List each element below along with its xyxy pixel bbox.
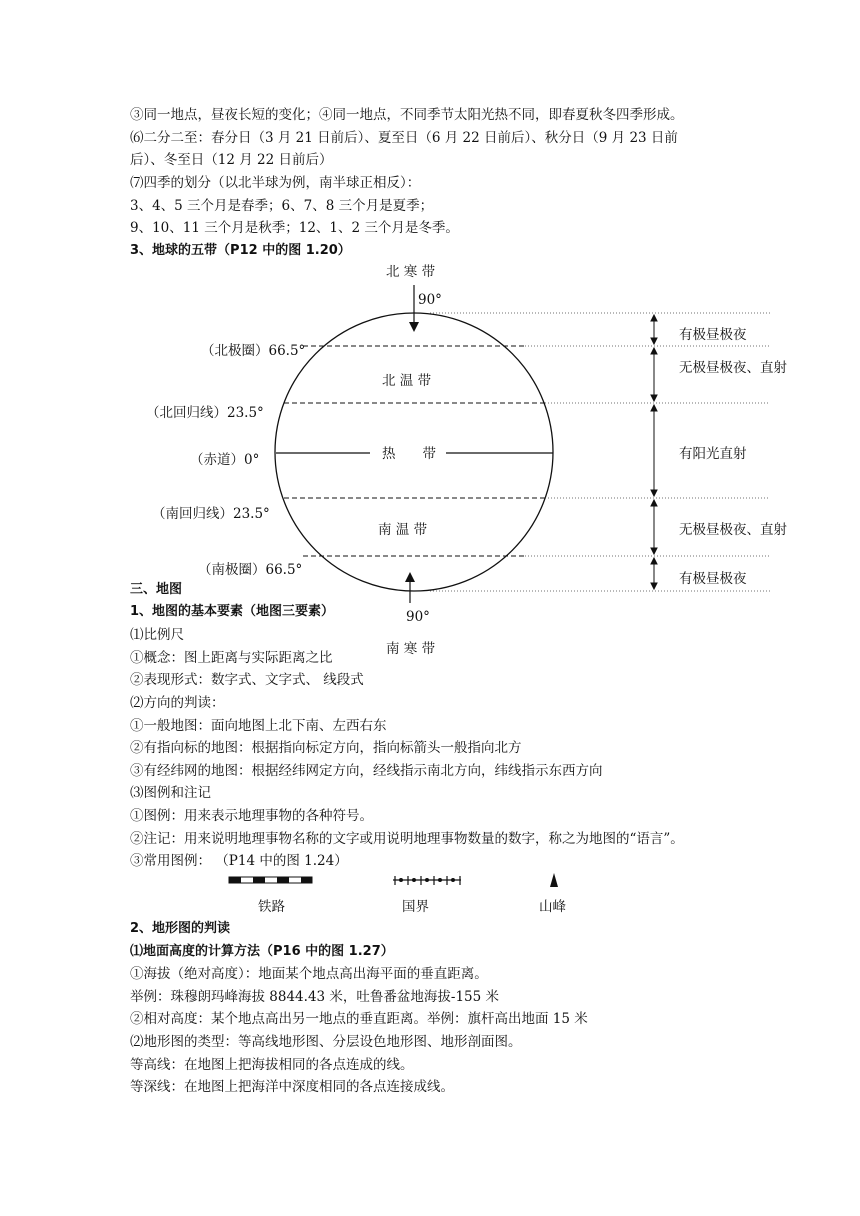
text-line: ①海拔（绝对高度）：地面某个地点高出海平面的垂直距离。 bbox=[130, 966, 488, 982]
text-line: ③常用图例： （P14 中的图 1.24） bbox=[130, 853, 348, 869]
right-label-no-polar-north: 无极昼极夜、直射 bbox=[679, 360, 787, 376]
text-line: 等高线：在地图上把海拔相同的各点连成的线。 bbox=[130, 1057, 414, 1073]
legend-label-railway: 铁路 bbox=[258, 899, 285, 915]
right-label-polar-day-night-south: 有极昼极夜 bbox=[679, 571, 747, 587]
legend-label-border: 国界 bbox=[402, 899, 429, 915]
lat-label-arctic: （北极圈）66.5° bbox=[201, 343, 306, 359]
north-pole-degree: 90° bbox=[418, 292, 442, 308]
text-line: ⑵方向的判读： bbox=[130, 695, 225, 711]
text-line: ⑹二分二至：春分日（3 月 21 日前后）、夏至日（6 月 22 日前后）、秋分日（9 月 23 日前 bbox=[130, 130, 678, 146]
section-heading: 2、地形图的判读 bbox=[130, 921, 231, 936]
legend-label-peak: 山峰 bbox=[539, 899, 566, 915]
text-line: 3、4、5 三个月是春季；6、7、8 三个月是夏季； bbox=[130, 198, 434, 214]
section-heading: 1、地图的基本要素（地图三要素） bbox=[130, 604, 335, 619]
right-label-direct-sun: 有阳光直射 bbox=[679, 446, 747, 462]
text-line: ②相对高度：某个地点高出另一地点的垂直距离。举例：旗杆高出地面 15 米 bbox=[130, 1011, 588, 1027]
right-label-polar-day-night-north: 有极昼极夜 bbox=[679, 327, 747, 343]
lat-label-antarctic: （南极圈）66.5° bbox=[198, 562, 303, 578]
text-line: ①一般地图：面向地图上北下南、左西右东 bbox=[130, 718, 387, 734]
text-line: ①图例：用来表示地理事物的各种符号。 bbox=[130, 808, 373, 824]
text-line: ②注记：用来说明地理事物名称的文字或用说明地理事物数量的数字，称之为地图的“语言”。 bbox=[130, 831, 684, 847]
text-line: 后）、冬至日（12 月 22 日前后） bbox=[130, 152, 333, 168]
text-line: 等深线：在地图上把海洋中深度相同的各点连接成线。 bbox=[130, 1079, 454, 1095]
north-temperate-zone-label: 北 温 带 bbox=[382, 373, 432, 389]
lat-label-tropic-north: （北回归线）23.5° bbox=[146, 405, 264, 421]
south-pole-degree: 90° bbox=[406, 609, 430, 625]
text-line: ⑺四季的划分（以北半球为例，南半球正相反）： bbox=[130, 175, 421, 191]
text-line: ⑵地形图的类型：等高线地形图、分层设色地形图、地形剖面图。 bbox=[130, 1034, 522, 1050]
lat-label-equator: （赤道）0° bbox=[190, 452, 260, 468]
text-line: 举例：珠穆朗玛峰海拔 8844.43 米，吐鲁番盆地海拔-155 米 bbox=[130, 989, 500, 1005]
range-arrows bbox=[651, 315, 657, 589]
south-temperate-zone-label: 南 温 带 bbox=[378, 522, 428, 538]
right-label-no-polar-south: 无极昼极夜、直射 bbox=[679, 522, 787, 538]
text-line: ③同一地点，昼夜长短的变化；④同一地点，不同季节太阳光热不同，即春夏秋冬四季形成。 bbox=[130, 107, 684, 123]
north-arrow-head bbox=[409, 322, 419, 332]
subsection-heading: ⑴地面高度的计算方法（P16 中的图 1.27） bbox=[130, 944, 394, 959]
section-title: 三、地图 bbox=[130, 582, 183, 597]
text-line: ⑴比例尺 bbox=[130, 627, 184, 643]
tropical-zone-label: 热 带 bbox=[382, 446, 436, 462]
text-line: ②有指向标的地图：根据指向标定方向，指向标箭头一般指向北方 bbox=[130, 740, 522, 756]
text-line: ⑶图例和注记 bbox=[130, 785, 211, 801]
south-arrow-head bbox=[405, 572, 415, 582]
text-line: ①概念：图上距离与实际距离之比 bbox=[130, 650, 333, 666]
text-line: 9、10、11 三个月是秋季；12、1、2 三个月是冬季。 bbox=[130, 220, 459, 236]
south-frigid-zone-label: 南 寒 带 bbox=[386, 641, 436, 657]
text-line: ②表现形式：数字式、文字式、 线段式 bbox=[130, 672, 364, 688]
lat-label-tropic-south: （南回归线）23.5° bbox=[152, 506, 270, 522]
north-frigid-zone-label: 北 寒 带 bbox=[386, 264, 436, 280]
section-heading: 3、地球的五带（P12 中的图 1.20） bbox=[130, 243, 351, 258]
text-line: ③有经纬网的地图：根据经纬网定方向，经线指示南北方向，纬线指示东西方向 bbox=[130, 763, 603, 779]
